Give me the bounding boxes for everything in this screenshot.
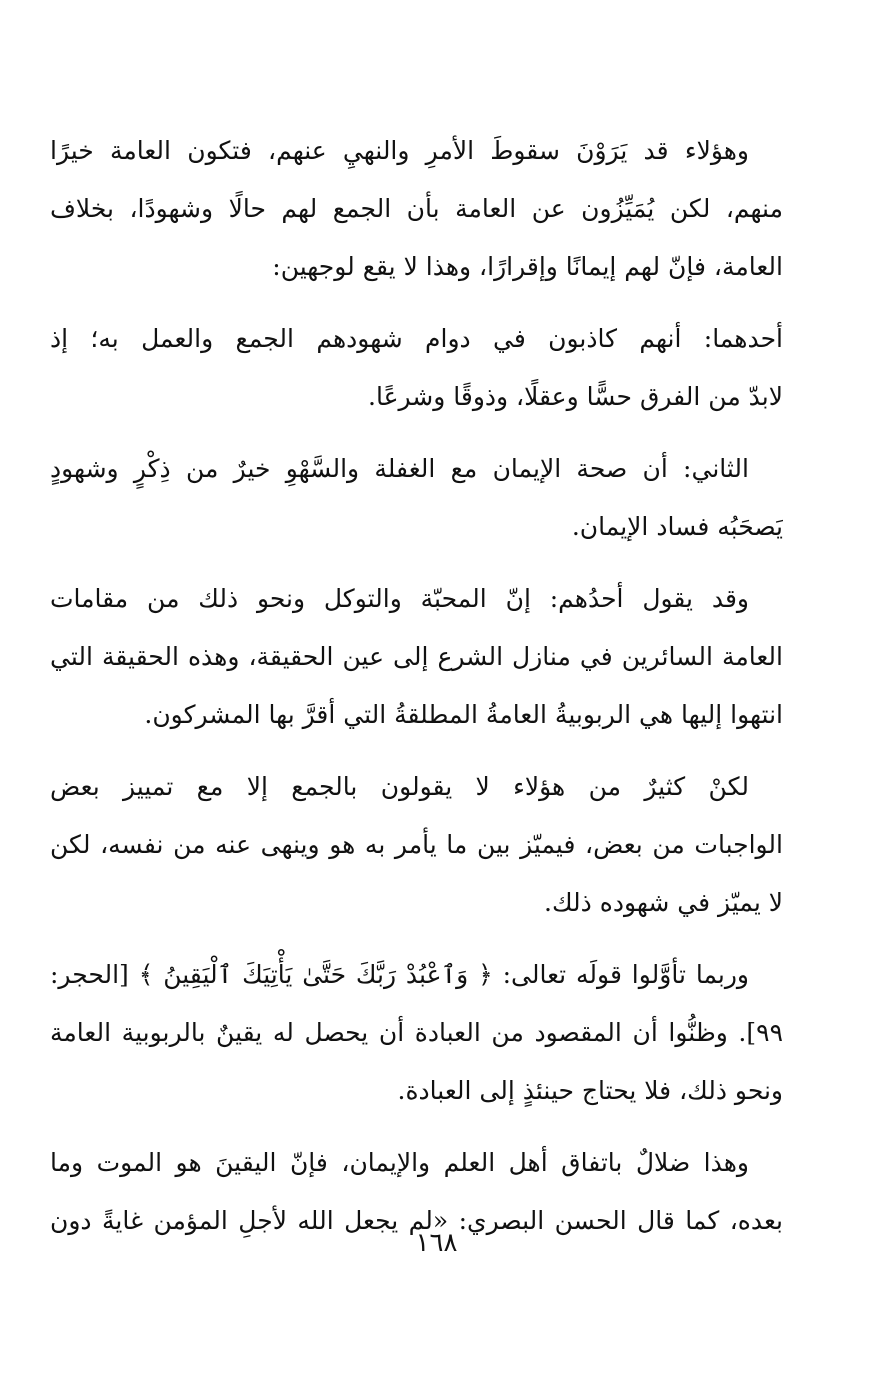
body-text xyxy=(50,122,783,1264)
text-line: يَصحَبُه فساد الإيمان. xyxy=(571,512,783,541)
text-line: أحدهما: أنهم كاذبون في دوام شهودهم الجمع والعمل به؛ إذ xyxy=(50,324,783,353)
page-number: ١٦٨ xyxy=(415,1228,458,1258)
text-line: انتهوا إليها هي الربوبيةُ العامةُ المطلقةُ التي أقرَّ بها المشركون. xyxy=(144,700,783,729)
paragraph-5 xyxy=(50,758,783,932)
text-line: ونحو ذلك، فلا يحتاج حينئذٍ إلى العبادة. xyxy=(397,1076,783,1105)
paragraph-3 xyxy=(50,440,783,556)
text-line: الواجبات من بعض، فيميّز بين ما يأمر به هو وينهى عنه من نفسه، لكن xyxy=(50,830,783,859)
paragraph-4 xyxy=(50,570,783,744)
text-line: وهذا ضلالٌ باتفاق أهل العلم والإيمان، فإنّ اليقينَ هو الموت وما xyxy=(50,1148,749,1177)
text-line: الثاني: أن صحة الإيمان مع الغفلة والسَّهْوِ خيرٌ من ذِكْرٍ وشهودٍ xyxy=(50,454,749,483)
paragraph-2 xyxy=(50,310,783,426)
paragraph-6 xyxy=(50,946,783,1120)
text-line: لابدّ من الفرق حسًّا وعقلًا، وذوقًا وشرعًا. xyxy=(368,382,783,411)
text-line: منهم، لكن يُمَيِّزُون عن العامة بأن الجمع لهم حالًا وشهودًا، بخلاف xyxy=(50,194,783,223)
text-line: وقد يقول أحدُهم: إنّ المحبّة والتوكل ونحو ذلك من مقامات xyxy=(50,584,749,613)
text-line: لا يميّز في شهوده ذلك. xyxy=(544,888,783,917)
text-line: العامة السائرين في منازل الشرع إلى عين الحقيقة، وهذه الحقيقة التي xyxy=(50,642,783,671)
text-line: العامة، فإنّ لهم إيمانًا وإقرارًا، وهذا لا يقع لوجهين: xyxy=(272,252,783,281)
text-line: بعده، كما قال الحسن البصري: «لم يجعل الله لأجلِ المؤمن غايةً دون xyxy=(50,1206,783,1235)
text-line: لكنْ كثيرٌ من هؤلاء لا يقولون بالجمع إلا مع تمييز بعض xyxy=(50,772,749,801)
text-line: وهؤلاء قد يَرَوْنَ سقوطَ الأمرِ والنهيِ عنهم، فتكون العامة خيرًا xyxy=(50,136,749,165)
paragraph-1 xyxy=(50,122,783,296)
text-line: وربما تأوَّلوا قولَه تعالى: ﴿ وَٱعْبُدْ رَبَّكَ حَتَّىٰ يَأْتِيَكَ ٱلْيَقِينُ ﴾ [الحجر: xyxy=(50,960,749,989)
text-line: ٩٩]. وظنُّوا أن المقصود من العبادة أن يحصل له يقينٌ بالربوبية العامة xyxy=(50,1018,783,1047)
